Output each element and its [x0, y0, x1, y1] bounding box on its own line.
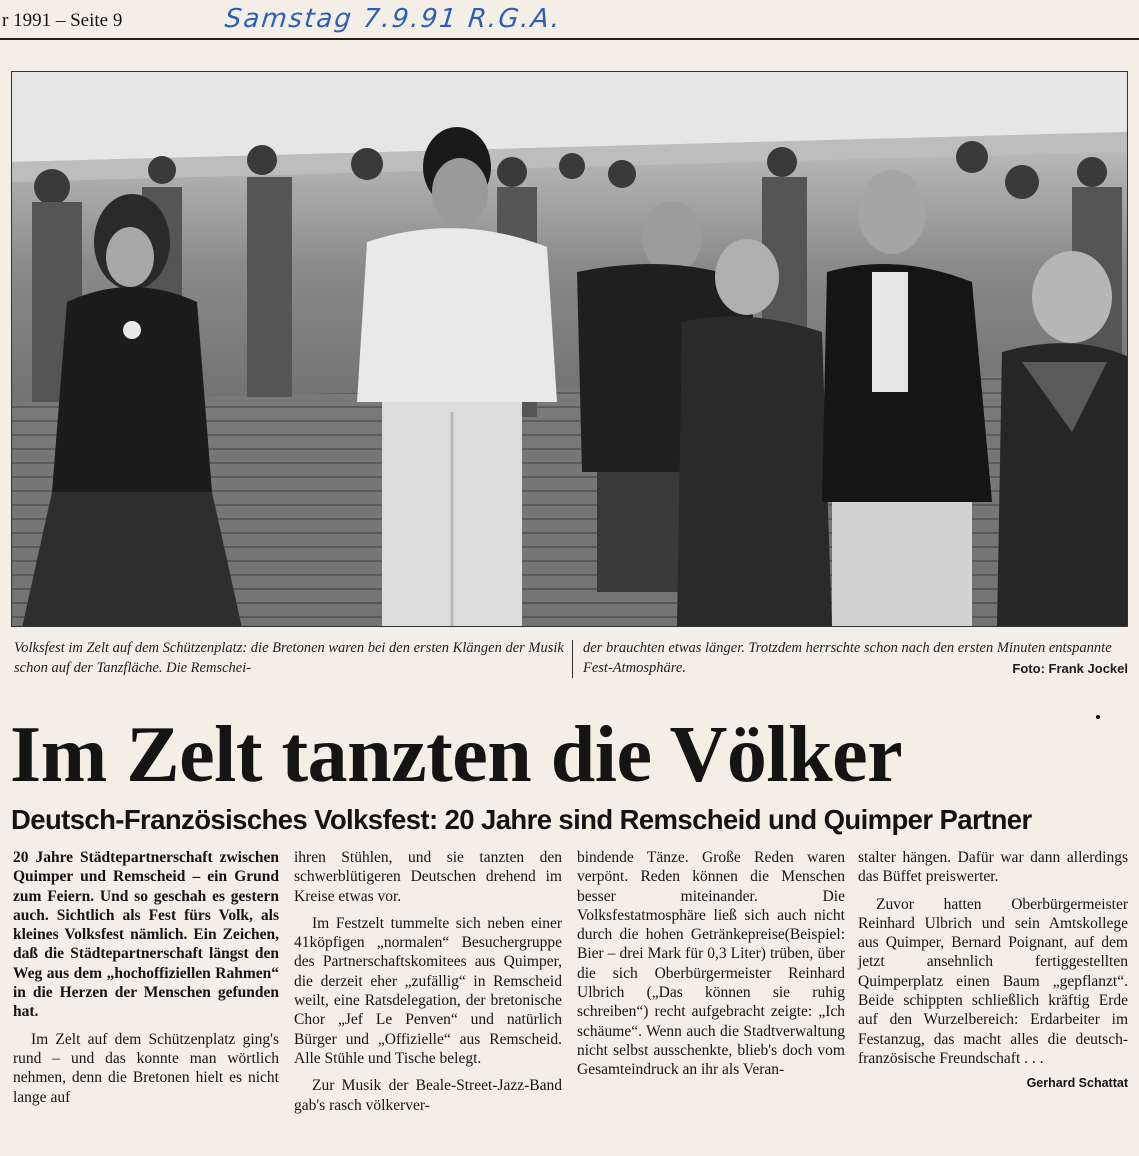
article-paragraph: Zur Musik der Beale-Street-Jazz-Band gab's rasch völkerver-: [294, 1077, 562, 1114]
photo-credit: Foto: Frank Jockel: [1012, 661, 1128, 676]
article-headline: Im Zelt tanzten die Völker: [10, 711, 903, 799]
caption-text-right: der brauchten etwas länger. Trotzdem herrschte schon nach den ersten Minuten entspannte Fest-Atmosphäre.: [583, 640, 1112, 676]
article-paragraph: bindende Tänze. Große Reden waren verpönt. Reden können die Menschen besser miteinander. Die Volksfestatmosphäre ließ sich auch nicht durch die hohen Getränkepreise(Beispiel: Bier – drei Mark für 0,3 Liter) trüben, über die sich Oberbürgermeister Reinhard Ulbrich („Das können sie ruhig schreiben“) recht aufgebracht zeigte: „Ich schäume“. Wenn auch die Stadtverwaltung nicht selbst ausschenkte, blieb's doch vom Gesamteindruck an ihr als Veran-: [577, 849, 845, 1079]
page-header: [0, 0, 1139, 40]
handwritten-date-note: Samstag 7.9.91 R.G.A.: [223, 4, 564, 34]
print-speck: [1096, 715, 1100, 719]
article-paragraph: Im Zelt auf dem Schützenplatz ging's rund – und das konnte man wörtlich nehmen, denn die Bretonen hielt es nicht lange auf: [13, 1030, 279, 1106]
photo-caption-left: [14, 638, 569, 678]
photo-caption-right: [583, 638, 1128, 679]
article-author: Gerhard Schattat: [1026, 1076, 1128, 1091]
article-column-3: [577, 848, 845, 1080]
article-lead: 20 Jahre Städtepartnerschaft zwischen Quimper und Remscheid – ein Grund zum Feiern. Und so geschah es gestern auch. Sichtlich als Fest fürs Volk, als kleines Volksfest nämlich. Ein Zeichen, daß die Städtepartnerschaft längst den Weg aus dem „hochoffiziellen Rahmen“ in die Herzen der Menschen gefunden hat.: [13, 849, 279, 1021]
header-rule: [0, 38, 1139, 40]
article-paragraph: Im Festzelt tummelte sich neben einer 41köpfigen „normalen“ Besuchergruppe des Partnerschaftskomitees aus Quimper, die derzeit eher „zufällig“ in Remscheid weilt, eine Ratsdelegation, der bretonische Chor „Jef Le Penven“ und natürlich Bürger und „Offizielle“ aus Remscheid. Alle Stühle und Tische belegt.: [294, 914, 562, 1067]
article-paragraph: stalter hängen. Dafür war dann allerdings das Büffet preiswerter.: [858, 849, 1128, 886]
article-column-1: [13, 848, 279, 1107]
article-paragraph: Zuvor hatten Oberbürgermeister Reinhard Ulbrich und sein Amtskollege aus Quimper, Bernard Poignant, auf dem jetzt ansehnlich fertiggestellten Quimperplatz einen Baum „gepflanzt“. Beide schippten schließlich kräftig Erde auf den Wurzelbereich: Erdarbeiter im Festanzug, das macht alles die deutsch-französische Freundschaft . . .: [858, 895, 1128, 1067]
article-paragraph: ihren Stühlen, und sie tanzten den schwerblütigeren Deutschen drehend im Kreise etwas vor.: [294, 849, 562, 905]
article-column-4: [858, 848, 1128, 1094]
caption-text-left: Volksfest im Zelt auf dem Schützenplatz: die Bretonen waren bei den ersten Klängen der Musik schon auf der Tanzfläche. Die Remschei-: [14, 640, 564, 676]
folio: r 1991 – Seite 9: [2, 10, 123, 31]
article-subheadline: Deutsch-Französisches Volksfest: 20 Jahre sind Remscheid und Quimper Partner: [11, 804, 1032, 835]
caption-divider: [572, 640, 573, 678]
photo-crowd-dancing-icon: [11, 71, 1128, 627]
article-column-2: [294, 848, 562, 1115]
